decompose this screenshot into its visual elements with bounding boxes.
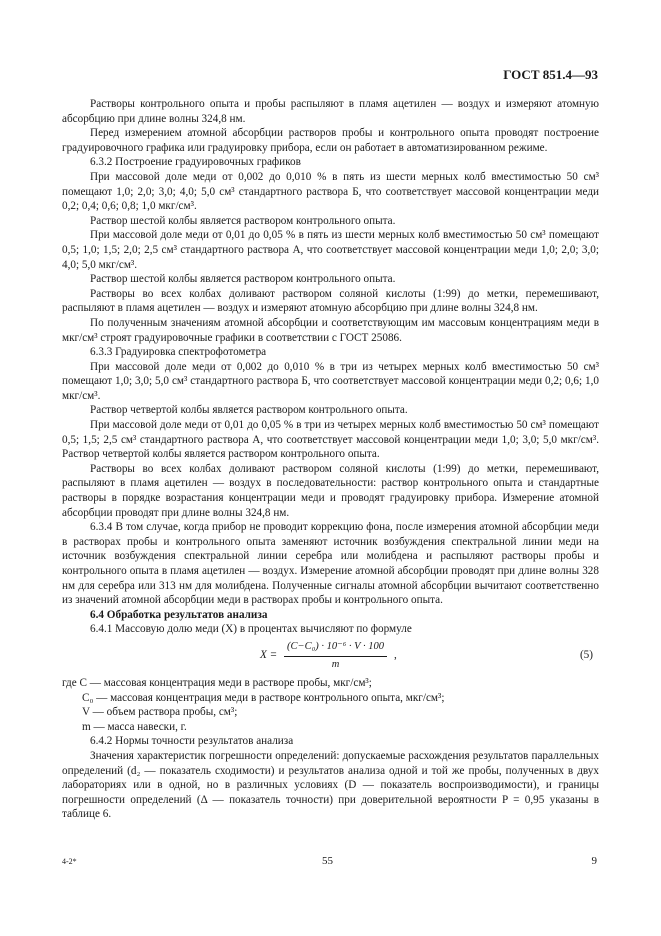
paragraph: При массовой доле меди от 0,01 до 0,05 % в три из четырех мерных колб вместимостью 50 см³ помещают 0,5; 1,5; 2,5 см³ стандартного раствора А, что соответствует массовой концентрации меди 1,0; 3,0; 5,0 мкг/см³. Раствор четвертой колбы является раствором контрольного опыта. bbox=[62, 419, 599, 461]
paragraph: Растворы во всех колбах доливают раствором соляной кислоты (1:99) до метки, перемешивают, распыляют в пламя ацетилен — воздух и измеряют атомную абсорбцию при длине волны 324,8 нм. bbox=[62, 287, 599, 315]
definition-item bbox=[62, 720, 599, 735]
definition-text: C₀ — массовая концентрация меди в растворе контрольного опыта, мкг/см³; bbox=[82, 691, 445, 704]
paragraph: При массовой доле меди от 0,002 до 0,010 % в три из четырех мерных колб вместимостью 50 см³ помещают 1,0; 3,0; 5,0 см³ стандартного раствора Б, что соответствует массовой концентрации меди 0,2; 0,6; 1,0 мкг/см³. bbox=[62, 360, 599, 402]
formula-fraction bbox=[284, 640, 387, 672]
formula-comma: , bbox=[394, 648, 397, 661]
formula-numerator: (C−C₀) · 10⁻⁶ · V · 100 bbox=[284, 640, 387, 657]
variable-definitions bbox=[62, 676, 599, 734]
document-header: ГОСТ 851.4—93 bbox=[503, 67, 598, 82]
paragraph: При массовой доле меди от 0,01 до 0,05 % в пять из шести мерных колб вместимостью 50 см³ помещают 0,5; 1,0; 1,5; 2,0; 2,5 см³ стандартного раствора А, что соответствует массовой концентрации меди 1,0; 2,0; 3,0; 4,0; 5,0 мкг/см³. bbox=[62, 229, 599, 271]
paragraph: 6.3.4 В том случае, когда прибор не проводит коррекцию фона, после измерения атомной абсорбции меди в растворах пробы и контрольного опыта заменяют источник возбуждения спектральной линии меди на источник возбуждения спектральной линии серебра или молибдена и распыляют растворы пробы и контрольного опыта в пламя ацетилен — воздух. Измерение атомной абсорбции проводят при длине волны 328 нм для серебра или 313 нм для молибдена. Полученные сигналы атомной абсорбции вычитают соответственно из значений атомной абсорбции меди в растворах пробы и контрольного опыта. bbox=[62, 521, 599, 607]
subsection-heading: 6.3.3 Градуировка спектрофотометра bbox=[90, 346, 267, 359]
paragraph: Растворы во всех колбах доливают раствором соляной кислоты (1:99) до метки, перемешивают, распыляют в пламя ацетилен — воздух в последовательности: раствор контрольного опыта и стандартные растворы в порядке возрастания концентрации меди и проводят градуировку прибора. Измерение атомной абсорбции проводят при длине волны 324,8 нм. bbox=[62, 462, 599, 519]
paragraph: По полученным значениям атомной абсорбции и соответствующим им массовым концентрациям меди в мкг/см³ строят градуировочные графики в соответствии с ГОСТ 25086. bbox=[62, 316, 599, 344]
page-number-center: 55 bbox=[322, 855, 333, 867]
print-signature: 4-2* bbox=[62, 857, 77, 866]
paragraph: Перед измерением атомной абсорбции растворов пробы и контрольного опыта проводят построение градуировочного графика или градуировку прибора, если он работает в автоматизированном режиме. bbox=[62, 127, 599, 154]
subsection-heading: 6.4.2 Нормы точности результатов анализа bbox=[90, 735, 294, 748]
formula-5 bbox=[62, 639, 599, 673]
paragraph: 6.4.1 Массовую долю меди (X) в процентах вычисляют по формуле bbox=[90, 623, 412, 636]
paragraph: Значения характеристик погрешности определений: допускаемые расхождения результатов параллельных определений (d₂ — показатель сходимости) и результатов анализа одной и той же пробы, полученных в двух лабораториях или в одной, но в различных условиях (D — показатель воспроизводимости), и границы погрешности определений (Δ — показатель точности) при доверительной вероятности P = 0,95 указаны в таблице 6. bbox=[62, 749, 599, 821]
paragraph: Раствор шестой колбы является раствором контрольного опыта. bbox=[90, 214, 396, 227]
equation-number: (5) bbox=[579, 648, 593, 661]
definition-item bbox=[62, 705, 599, 720]
definition-text: V — объем раствора пробы, см³; bbox=[82, 706, 238, 719]
section-heading: 6.4 Обработка результатов анализа bbox=[90, 608, 268, 621]
paragraph: Раствор шестой колбы является раствором контрольного опыта. bbox=[90, 273, 396, 286]
paragraph: При массовой доле меди от 0,002 до 0,010 % в пять из шести мерных колб вместимостью 50 см³ помещают 1,0; 2,0; 3,0; 4,0; 5,0 см³ стандартного раствора Б, что соответствует массовой концентрации меди 0,2; 0,4; 0,6; 0,8; 1,0 мкг/см³. bbox=[62, 170, 599, 213]
subsection-heading: 6.3.2 Построение градуировочных графиков bbox=[90, 156, 301, 169]
definition-item bbox=[62, 676, 599, 691]
page-number-right: 9 bbox=[591, 855, 597, 867]
definition-text: где C — массовая концентрация меди в растворе пробы, мкг/см³; bbox=[62, 676, 372, 689]
paragraph: Растворы контрольного опыта и пробы распыляют в пламя ацетилен — воздух и измеряют атомную абсорбцию при длине волны 324,8 нм. bbox=[62, 98, 599, 125]
paragraph: Раствор четвертой колбы является раствором контрольного опыта. bbox=[90, 404, 408, 417]
definition-text: m — масса навески, г. bbox=[82, 720, 187, 733]
definition-item bbox=[62, 691, 599, 706]
formula-denominator: m bbox=[331, 658, 340, 670]
formula-lhs: X = bbox=[260, 648, 278, 661]
page-body bbox=[62, 97, 599, 822]
